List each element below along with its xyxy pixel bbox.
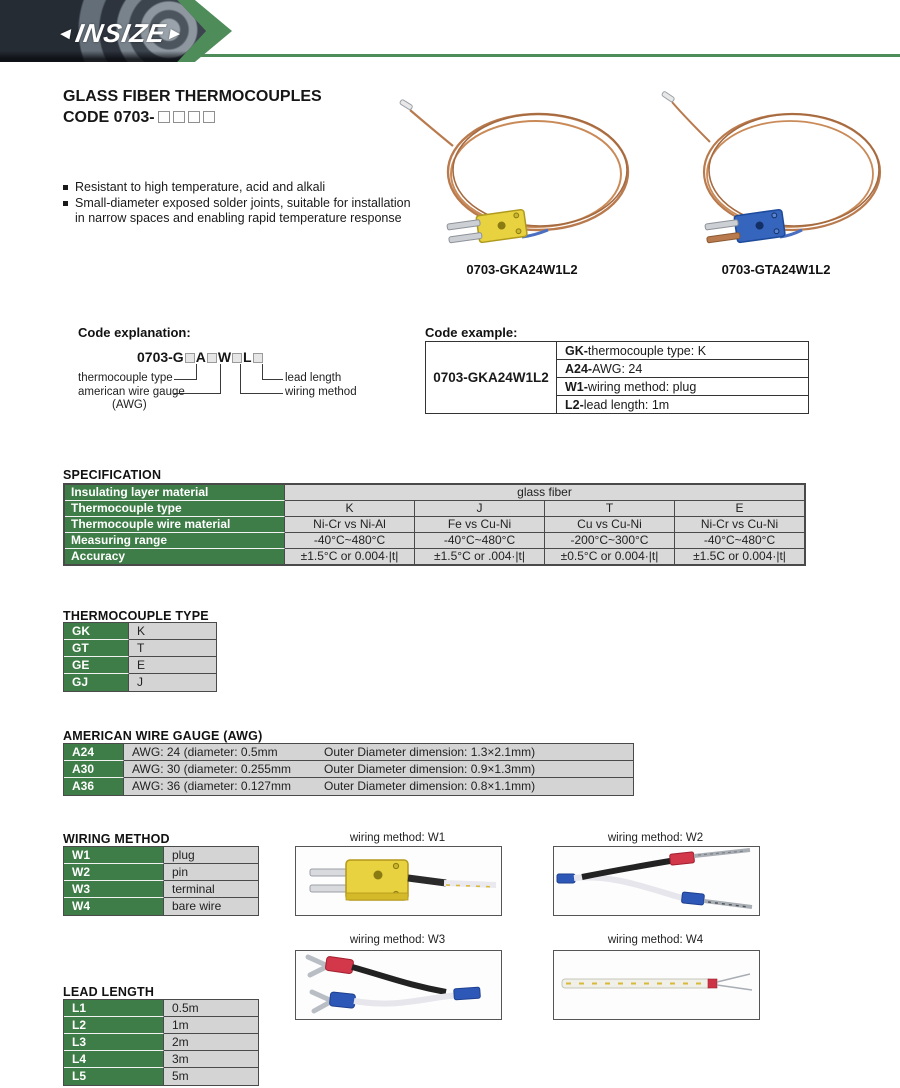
spec-label-cell: Accuracy — [65, 549, 285, 564]
wiring-w3-photo — [295, 950, 502, 1020]
code-placeholder-square — [185, 353, 195, 363]
lead-length-table — [63, 999, 259, 1086]
diagram-label-awg: american wire gauge — [78, 386, 185, 398]
awg-desc-cell: AWG: 24 (diameter: 0.5mm Outer Diameter dimension: 1.3×2.1mm) — [124, 744, 633, 761]
table-row: GJ J — [64, 674, 216, 691]
wiring-method-table — [63, 846, 259, 916]
bullet-square-icon — [63, 201, 68, 206]
code-explanation-heading: Code explanation: — [78, 325, 191, 340]
page-title-line2: CODE 0703- — [63, 107, 322, 128]
table-row: L5 5m — [64, 1068, 258, 1085]
wiring-w2-caption: wiring method: W2 — [607, 832, 704, 844]
logo-right-arrow-icon: ► — [165, 23, 187, 43]
product-caption: 0703-GKA24W1L2 — [466, 262, 578, 277]
table-row — [426, 342, 809, 360]
spec-value-cell: ±1.5°C or .004·|t| — [415, 549, 545, 564]
spec-value-cell: ±1.5°C or 0.004·|t| — [285, 549, 415, 564]
code-placeholder-square — [232, 353, 242, 363]
spec-value-cell: Cu vs Cu-Ni — [545, 517, 675, 533]
wiring-w1-caption: wiring method: W1 — [349, 832, 446, 844]
code-placeholder-square — [253, 353, 263, 363]
spec-value-cell: -200°C~300°C — [545, 533, 675, 549]
thermocouple-type-table — [63, 622, 217, 692]
spec-label-cell: Thermocouple wire material — [65, 517, 285, 533]
spec-value-cell: E — [675, 501, 804, 517]
table-row: L3 2m — [64, 1034, 258, 1051]
logo-left-arrow-icon: ◄ — [55, 23, 77, 43]
table-row: W1 plug — [64, 847, 258, 864]
specification-table — [63, 483, 806, 566]
example-desc-cell: A24-AWG: 24 — [557, 360, 809, 378]
code-placeholder-square — [207, 353, 217, 363]
table-row — [65, 549, 804, 564]
feature-item: Resistant to high temperature, acid and alkali — [63, 180, 415, 195]
feature-item: Small-diameter exposed solder joints, suitable for installation in narrow spaces and enabling rapid temperature response — [63, 196, 415, 226]
spec-label-cell: Thermocouple type — [65, 501, 285, 517]
spec-value-cell: ±1.5C or 0.004·|t| — [675, 549, 804, 564]
spec-value-cell: T — [545, 501, 675, 517]
code-placeholder-square — [158, 111, 170, 123]
code-example-heading: Code example: — [425, 325, 518, 340]
diagram-label-awg-abbr: (AWG) — [112, 399, 147, 411]
table-row: W2 pin — [64, 864, 258, 881]
spec-value-cell: -40°C~480°C — [675, 533, 804, 549]
table-row — [65, 533, 804, 549]
wiring-w2-photo — [553, 846, 760, 916]
awg-heading: AMERICAN WIRE GAUGE (AWG) — [63, 729, 263, 743]
banner-green-line — [168, 54, 900, 57]
spec-value-cell: J — [415, 501, 545, 517]
insize-logo — [53, 18, 188, 49]
spec-value-cell: glass fiber — [285, 485, 804, 501]
spec-value-cell: -40°C~480°C — [285, 533, 415, 549]
product-photo-gta24w1l2 — [652, 84, 900, 265]
thermocouple-type-heading: THERMOCOUPLE TYPE — [63, 609, 209, 623]
wiring-w3-caption: wiring method: W3 — [349, 934, 446, 946]
wiring-method-heading: WIRING METHOD — [63, 832, 170, 846]
spec-value-cell: Fe vs Cu-Ni — [415, 517, 545, 533]
table-row: A36 AWG: 36 (diameter: 0.127mm Outer Diameter dimension: 0.8×1.1mm) — [64, 778, 633, 795]
table-row — [65, 517, 804, 533]
example-desc-cell: W1-wiring method: plug — [557, 378, 809, 396]
lead-length-heading: LEAD LENGTH — [63, 985, 155, 999]
awg-desc-cell: AWG: 30 (diameter: 0.255mm Outer Diameter dimension: 0.9×1.3mm) — [124, 761, 633, 778]
example-desc-cell: GK-thermocouple type: K — [557, 342, 809, 360]
page-title — [63, 86, 322, 128]
awg-desc-cell: AWG: 36 (diameter: 0.127mm Outer Diameter dimension: 0.8×1.1mm) — [124, 778, 633, 795]
table-row: L1 0.5m — [64, 1000, 258, 1017]
code-pattern: 0703-G A W L — [137, 349, 264, 365]
spec-label-cell: Measuring range — [65, 533, 285, 549]
spec-label-cell: Insulating layer material — [65, 485, 285, 501]
code-placeholder-square — [173, 111, 185, 123]
wiring-w4-photo — [553, 950, 760, 1020]
diagram-label-lead-length: lead length — [285, 372, 342, 384]
spec-value-cell: ±0.5°C or 0.004·|t| — [545, 549, 675, 564]
table-row — [65, 485, 804, 501]
bullet-square-icon — [63, 185, 68, 190]
table-row: W4 bare wire — [64, 898, 258, 915]
spec-value-cell: K — [285, 501, 415, 517]
product-caption: 0703-GTA24W1L2 — [721, 262, 831, 277]
spec-value-cell: Ni-Cr vs Ni-Al — [285, 517, 415, 533]
table-row: A30 AWG: 30 (diameter: 0.255mm Outer Diameter dimension: 0.9×1.3mm) — [64, 761, 633, 778]
code-placeholder-square — [203, 111, 215, 123]
example-desc-cell: L2-lead length: 1m — [557, 396, 809, 414]
diagram-connector-line — [240, 364, 283, 394]
wiring-w4-caption: wiring method: W4 — [607, 934, 704, 946]
table-row: GT T — [64, 640, 216, 657]
logo-text: INSIZE — [73, 18, 169, 48]
code-example-table — [425, 341, 809, 414]
diagram-label-thermocouple-type: thermocouple type — [78, 372, 173, 384]
table-row — [65, 501, 804, 517]
spec-value-cell: Ni-Cr vs Cu-Ni — [675, 517, 804, 533]
table-row: GE E — [64, 657, 216, 674]
table-row: L2 1m — [64, 1017, 258, 1034]
table-row: W3 terminal — [64, 881, 258, 898]
spec-value-cell: -40°C~480°C — [415, 533, 545, 549]
table-row: A24 AWG: 24 (diameter: 0.5mm Outer Diameter dimension: 1.3×2.1mm) — [64, 744, 633, 761]
awg-table — [63, 743, 634, 796]
wiring-w1-photo — [295, 846, 502, 916]
product-photo-gka24w1l2 — [398, 84, 646, 265]
feature-list — [63, 180, 415, 227]
table-row: GK K — [64, 623, 216, 640]
diagram-label-wiring-method: wiring method — [285, 386, 357, 398]
table-row: L4 3m — [64, 1051, 258, 1068]
code-placeholder-square — [188, 111, 200, 123]
page-title-line1: GLASS FIBER THERMOCOUPLES — [63, 88, 322, 105]
example-code-cell: 0703-GKA24W1L2 — [426, 342, 557, 414]
specification-heading: SPECIFICATION — [63, 468, 162, 482]
